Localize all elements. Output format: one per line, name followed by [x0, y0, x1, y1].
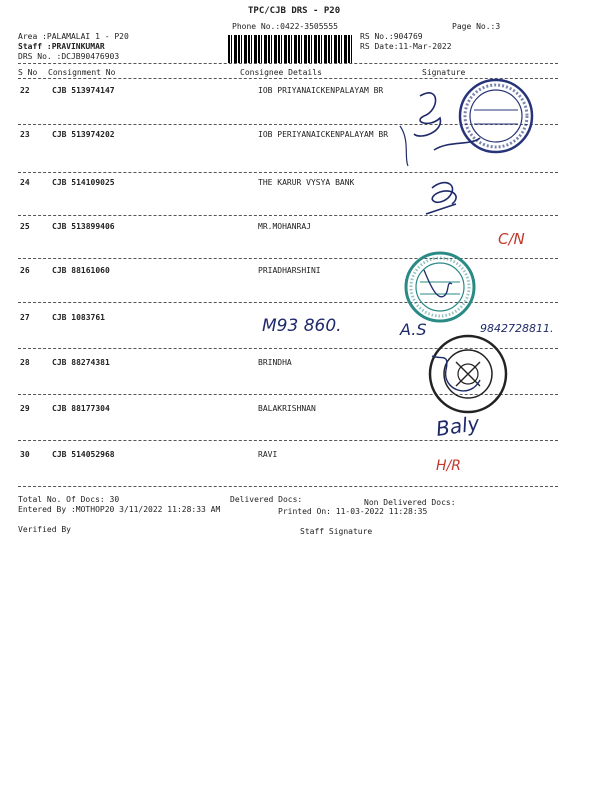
- staff-signature: Staff Signature: [300, 527, 373, 536]
- row-sno: 24: [20, 178, 30, 187]
- document-title: TPC/CJB DRS - P20: [248, 6, 341, 16]
- page-number: Page No.:3: [452, 22, 501, 31]
- signature-scribble-3: [424, 270, 452, 297]
- row-consignee: IOB PRIYANAICKENPALAYAM BR: [258, 86, 384, 95]
- non-delivered-docs: Non Delivered Docs:: [364, 498, 456, 507]
- phone-number: Phone No.:0422-3505555: [232, 22, 338, 31]
- handwritten-row30: H/R: [436, 458, 461, 474]
- area-label: Area :PALAMALAI 1 - P20: [18, 32, 129, 41]
- row-consignment: CJB 88161060: [52, 266, 110, 275]
- row-consignee: THE KARUR VYSYA BANK: [258, 178, 355, 187]
- row-consignment: CJB 88274381: [52, 358, 110, 367]
- col-consignee: Consignee Details: [240, 68, 322, 77]
- bank-stamp-2: [406, 253, 474, 321]
- row-consignee: PRIADHARSHINI: [258, 266, 321, 275]
- row-consignee: IOB PERIYANAICKENPALAYAM BR: [258, 130, 389, 139]
- row-sno: 25: [20, 222, 30, 231]
- row-sno: 27: [20, 313, 30, 322]
- col-signature: Signature: [422, 68, 466, 77]
- row-consignment: CJB 514109025: [52, 178, 115, 187]
- row-consignee: BRINDHA: [258, 358, 292, 367]
- delivered-docs: Delivered Docs:: [230, 495, 303, 504]
- row-consignment: CJB 513974202: [52, 130, 115, 139]
- signature-scribble-2: [426, 183, 456, 214]
- handwritten-phone: 9842728811.: [480, 322, 554, 335]
- rs-date: RS Date:11-Mar-2022: [360, 42, 452, 51]
- handwritten-row27-a: M93 860.: [262, 316, 342, 336]
- printed-on: Printed On: 11-03-2022 11:28:35: [278, 507, 428, 516]
- row-sno: 23: [20, 130, 30, 139]
- row-sno: 28: [20, 358, 30, 367]
- row-consignment: CJB 1083761: [52, 313, 105, 322]
- row-consignment: CJB 513899406: [52, 222, 115, 231]
- row-sno: 29: [20, 404, 30, 413]
- col-consignment: Consignment No: [48, 68, 116, 77]
- staff-label: Staff :PRAVINKUMAR: [18, 42, 105, 51]
- row-consignment: CJB 88177304: [52, 404, 110, 413]
- row-sno: 22: [20, 86, 30, 95]
- signature-check-1: [400, 126, 408, 166]
- row-consignee: RAVI: [258, 450, 278, 459]
- row-sno: 30: [20, 450, 30, 459]
- handwritten-row29: Baly: [434, 411, 481, 441]
- rs-number: RS No.:904769: [360, 32, 423, 41]
- total-docs: Total No. Of Docs: 30: [18, 495, 120, 504]
- col-sno: S No: [18, 68, 38, 77]
- row-consignment: CJB 513974147: [52, 86, 115, 95]
- entered-by: Entered By :MOTHOP20 3/11/2022 11:28:33 AM: [18, 505, 221, 514]
- row-sno: 26: [20, 266, 30, 275]
- drs-number: DRS No. :DCJB90476903: [18, 52, 120, 61]
- row-consignment: CJB 514052968: [52, 450, 115, 459]
- row-consignee: BALAKRISHNAN: [258, 404, 316, 413]
- verified-by: Verified By: [18, 525, 71, 534]
- institute-stamp: [430, 336, 506, 412]
- handwritten-row27-b: A.S: [400, 320, 427, 339]
- row-consignee: MR.MOHANRAJ: [258, 222, 311, 231]
- handwritten-cln: C/N: [498, 230, 525, 248]
